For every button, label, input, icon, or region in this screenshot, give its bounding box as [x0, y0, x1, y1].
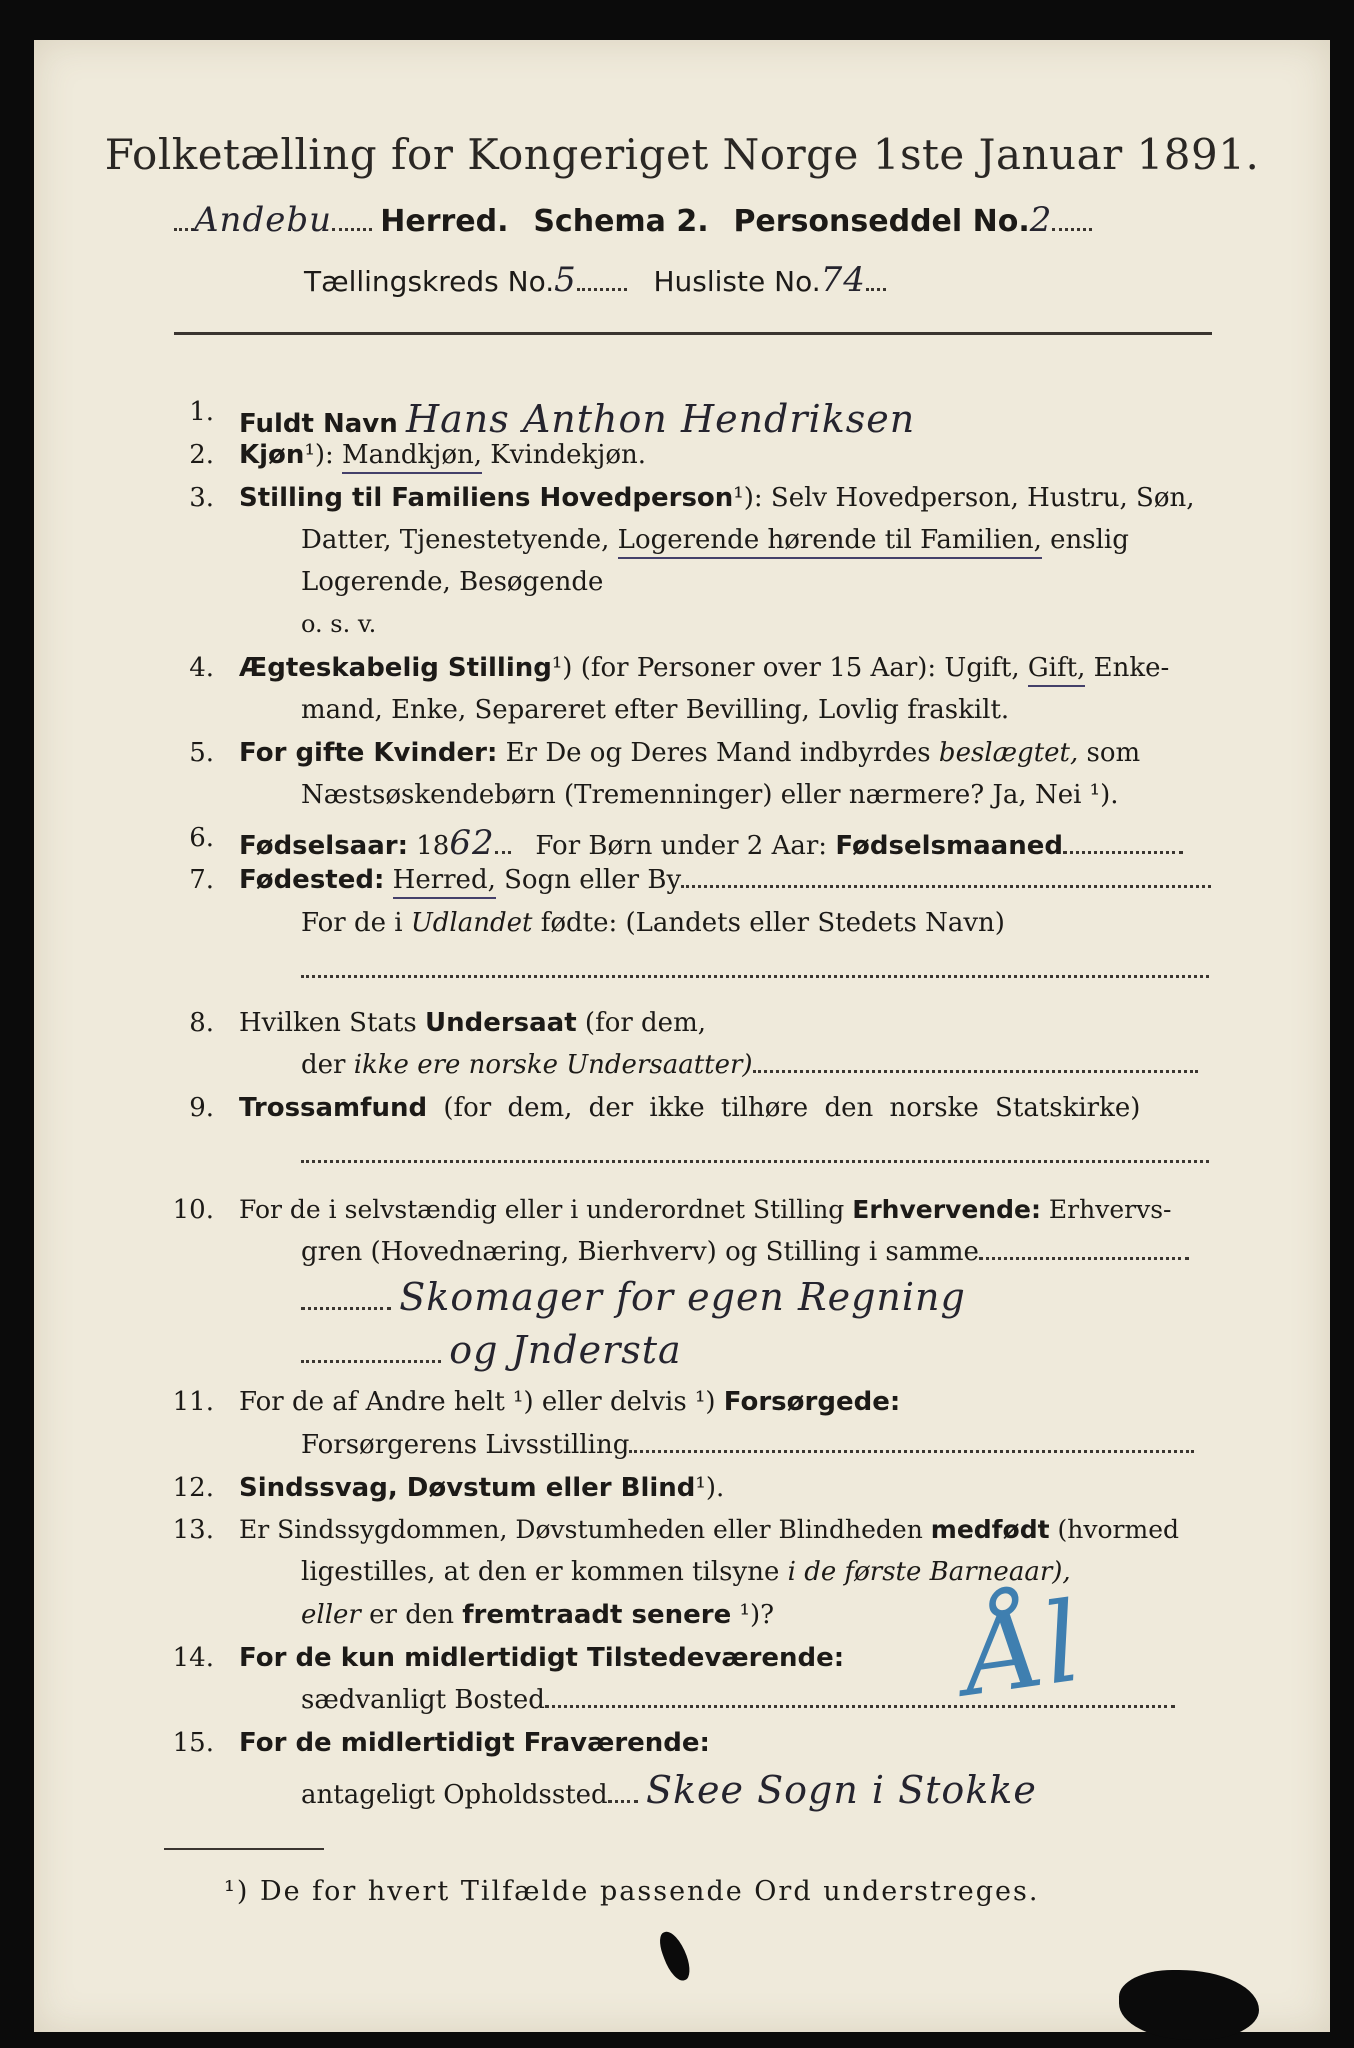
q10-value-1: Skomager for egen Regning	[399, 1275, 966, 1319]
q6-value: 62	[449, 823, 495, 863]
q15-line-1	[239, 1728, 710, 1758]
header-rule	[174, 332, 1212, 335]
q3-line-3: Logerende, Besøgende	[301, 567, 604, 597]
q6-number: 6.	[189, 823, 214, 853]
q10-line-3	[301, 1275, 966, 1319]
q4-number: 4.	[189, 653, 214, 683]
husliste-value: 74	[820, 260, 866, 300]
q13-number: 13.	[172, 1515, 214, 1545]
q11-line-1: For de af Andre helt ¹) eller delvis ¹) Forsørgede:	[239, 1387, 901, 1417]
q6-label: Fødselsaar:	[239, 831, 408, 861]
q10-number: 10.	[172, 1195, 214, 1225]
census-form-sheet	[34, 40, 1330, 2032]
q7-blank-line	[301, 975, 1209, 978]
q7-line-1: Fødested: Herred, Sogn eller By	[239, 865, 1211, 895]
torn-corner	[1119, 1970, 1259, 2040]
herred-value: Andebu	[194, 200, 332, 240]
q3-number: 3.	[189, 483, 214, 513]
q4-line-2: mand, Enke, Separeret efter Bevilling, Lovlig fraskilt.	[301, 695, 1010, 725]
q8-number: 8.	[189, 1008, 214, 1038]
kreds-line	[304, 260, 886, 300]
q7-selected-option: Herred,	[393, 865, 496, 899]
q14-line-2: sædvanligt Bosted	[301, 1685, 1175, 1715]
q2-option-kvindekjon: Kvindekjøn.	[490, 440, 646, 470]
q5-label: For gifte Kvinder:	[239, 738, 498, 768]
q13-line-1: Er Sindssygdommen, Døvstumheden eller Blindheden medfødt (hvormed	[239, 1515, 1180, 1544]
q15-line-2: antageligt Opholdssted Skee Sogn i Stokke	[301, 1768, 1037, 1812]
q1-number: 1.	[189, 397, 214, 427]
q15-value: Skee Sogn i Stokke	[645, 1768, 1037, 1812]
q1-label: Fuldt Navn	[239, 409, 398, 439]
q7-number: 7.	[189, 865, 214, 895]
q3-line-4: o. s. v.	[301, 610, 377, 638]
herred-label: Herred.	[380, 204, 509, 239]
q10-line-2: gren (Hovednæring, Bierhverv) og Stilling i samme	[301, 1237, 1189, 1267]
q12-number: 12.	[172, 1473, 214, 1503]
q3-line-1: Stilling til Familiens Hovedperson¹): Selv Hovedperson, Hustru, Søn,	[239, 483, 1195, 513]
personseddel-label: Personseddel No.	[733, 204, 1030, 239]
q2-label: Kjøn	[239, 440, 305, 470]
q15-label: For de midlertidigt Fraværende:	[239, 1728, 710, 1758]
q15-number: 15.	[172, 1728, 214, 1758]
q8-line-2: der ikke ere norske Undersaatter)	[301, 1050, 1198, 1080]
q13-label: medfødt	[930, 1515, 1050, 1544]
ink-blot	[656, 1928, 694, 1984]
q5-line-2: Næstsøskendebørn (Tremenninger) eller nærmere? Ja, Nei ¹).	[301, 780, 1119, 810]
q8-label: Undersaat	[424, 1008, 577, 1038]
q2-number: 2.	[189, 440, 214, 470]
personseddel-value: 2	[1029, 200, 1053, 240]
q7-line-2: For de i Udlandet fødte: (Landets eller Stedets Navn)	[301, 908, 1005, 938]
q3-label: Stilling til Familiens Hovedperson	[239, 483, 734, 513]
q7-label: Fødested:	[239, 865, 385, 895]
q8-line-1: Hvilken Stats Undersaat (for dem,	[239, 1008, 706, 1038]
husliste-label: Husliste No.	[653, 265, 821, 298]
q3-selected-option: Logerende hørende til Familien,	[618, 525, 1042, 559]
q13-line-2: ligestilles, at den er kommen tilsyne i de første Barneaar),	[301, 1557, 1071, 1587]
q9-label: Trossamfund	[239, 1093, 428, 1123]
q3-line-2: Datter, Tjenestetyende, Logerende hørende til Familien, enslig	[301, 525, 1129, 555]
form-title: Folketælling for Kongeriget Norge 1ste Januar 1891.	[104, 130, 1260, 179]
q12-label: Sindssvag, Døvstum eller Blind	[239, 1473, 696, 1503]
q6-line: Fødselsaar: 1862 For Børn under 2 Aar: Fødselsmaaned	[239, 823, 1183, 863]
q5-line-1: For gifte Kvinder: Er De og Deres Mand indbyrdes beslægtet, som	[239, 738, 1141, 768]
footnote-rule	[164, 1848, 324, 1850]
q1-value: Hans Anthon Hendriksen	[406, 397, 916, 441]
q4-selected-option: Gift,	[1028, 653, 1085, 687]
q9-line: Trossamfund (for dem, der ikke tilhøre den norske Statskirke)	[239, 1093, 1141, 1123]
q10-label: Erhvervende:	[852, 1195, 1041, 1224]
q14-number: 14.	[172, 1643, 214, 1673]
q10-line-1: For de i selvstændig eller i underordnet Stilling Erhvervende: Erhvervs-	[239, 1195, 1172, 1224]
q2-option-mandkjon: Mandkjøn,	[342, 440, 482, 474]
q5-number: 5.	[189, 738, 214, 768]
q11-number: 11.	[172, 1387, 214, 1417]
q10-line-4	[301, 1328, 682, 1372]
q11-line-2: Forsørgerens Livsstilling	[301, 1430, 1194, 1460]
q9-blank-line	[301, 1160, 1209, 1163]
q6-label-2: Fødselsmaaned	[835, 831, 1063, 861]
q2-line: Kjøn¹): Mandkjøn, Kvindekjøn.	[239, 440, 646, 470]
schema-label: Schema 2.	[533, 204, 709, 239]
q4-label: Ægteskabelig Stilling	[239, 653, 552, 683]
q10-value-2: og Jndersta	[449, 1328, 682, 1372]
q1-line	[239, 397, 915, 441]
kreds-label: Tællingskreds No.	[304, 265, 555, 298]
kreds-value: 5	[554, 260, 577, 300]
herred-line	[174, 200, 1092, 240]
q12-line: Sindssvag, Døvstum eller Blind¹).	[239, 1473, 725, 1503]
q14-label: For de kun midlertidigt Tilstedeværende:	[239, 1643, 845, 1673]
q13-line-3: eller er den fremtraadt senere ¹)?	[301, 1600, 775, 1630]
q14-line-1	[239, 1643, 844, 1673]
footnote: ¹) De for hvert Tilfælde passende Ord understreges.	[224, 1876, 1040, 1907]
q9-number: 9.	[189, 1093, 214, 1123]
q11-label: Forsørgede:	[723, 1387, 901, 1417]
q4-line-1: Ægteskabelig Stilling¹) (for Personer over 15 Aar): Ugift, Gift, Enke-	[239, 653, 1169, 683]
blue-annotation: Ål	[955, 1577, 1089, 1721]
